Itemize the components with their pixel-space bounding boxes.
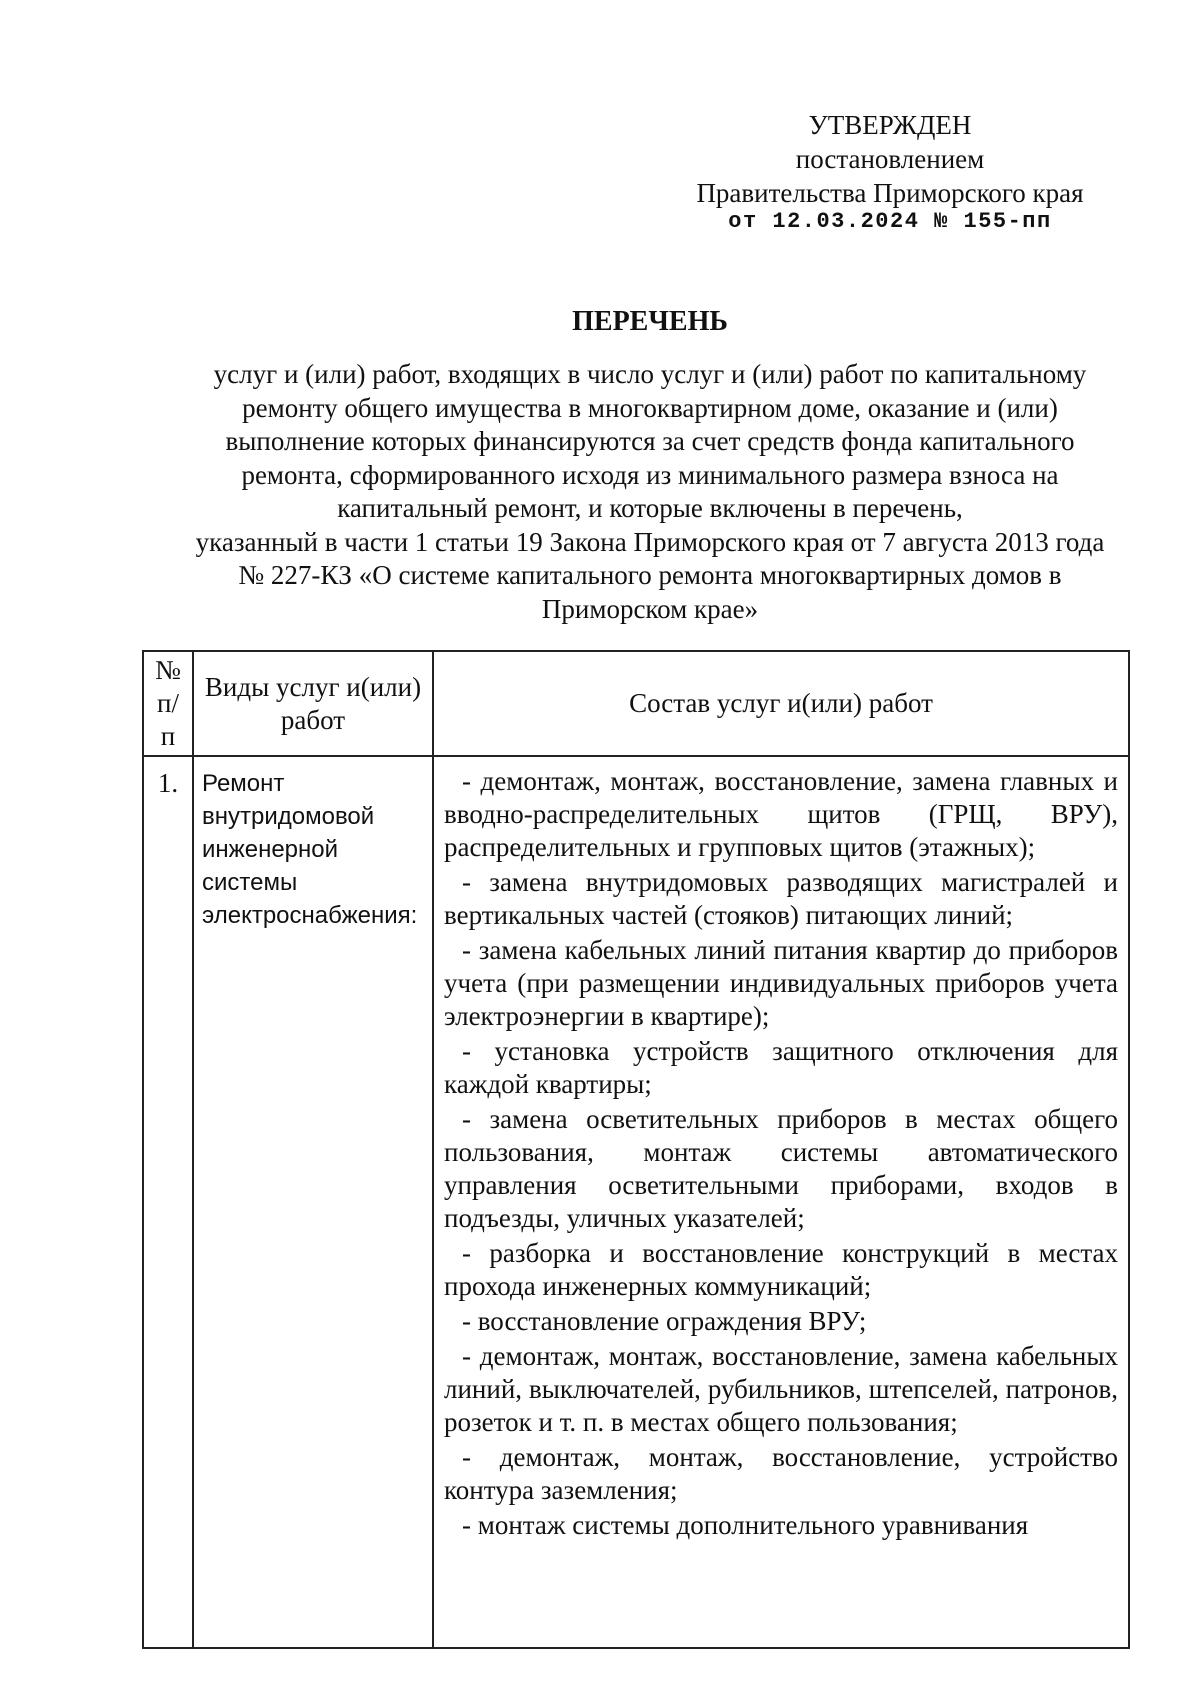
header-composition: Состав услуг и(или) работ <box>433 651 1129 756</box>
composition-item: - демонтаж, монтаж, восстановление, устройство контура заземления; <box>444 1442 1118 1505</box>
approval-block <box>690 108 1090 234</box>
subtitle-line: указанный в части 1 статьи 19 Закона Приморского края от 7 августа 2013 года <box>195 526 1105 557</box>
composition-item: - разборка и восстановление конструкций в местах прохода инженерных коммуникаций; <box>444 1238 1118 1301</box>
composition-item: - замена кабельных линий питания квартир до приборов учета (при размещении индивидуальных приборов учета электроэнергии в квартире); <box>444 935 1118 1031</box>
subtitle-line: ремонту общего имущества в многоквартирном доме, оказание и (или) <box>242 392 1058 423</box>
composition-item: - демонтаж, монтаж, восстановление, замена кабельных линий, выключателей, рубильников, штепселей, патронов, розеток и т. п. в местах общего пользования; <box>444 1341 1118 1437</box>
subtitle-line: услуг и (или) работ, входящих в число услуг и (или) работ по капитальному <box>213 359 1087 389</box>
row-service-type: Ремонт внутридомовой инженерной системы электроснабжения: <box>193 756 433 1648</box>
composition-item: - установка устройств защитного отключения для каждой квартиры; <box>444 1036 1118 1099</box>
row-composition <box>433 756 1129 1648</box>
composition-item: - замена осветительных приборов в местах общего пользования, монтаж системы автоматического управления осветительными приборами, входов в подъезды, уличных указателей; <box>444 1104 1118 1233</box>
subtitle-line: капитальный ремонт, и которые включены в перечень, <box>337 493 963 523</box>
table-header-row <box>143 651 1129 756</box>
services-table <box>142 650 1130 1649</box>
composition-item: - монтаж системы дополнительного уравнивания <box>462 1510 1029 1540</box>
composition-item: - замена внутридомовых разводящих магистралей и вертикальных частей (стояков) питающих линий; <box>444 867 1118 930</box>
subtitle-line: Приморском крае» <box>541 593 759 624</box>
approval-line-government: Правительства Приморского края <box>696 178 1084 208</box>
subtitle-line: выполнение которых финансируются за счет средств фонда капитального <box>225 426 1075 456</box>
approval-heading: УТВЕРЖДЕН <box>808 110 972 140</box>
composition-item: - восстановление ограждения ВРУ; <box>462 1306 867 1336</box>
document-subtitle <box>100 358 1200 626</box>
approval-date-number: от 12.03.2024 № 155-пп <box>728 209 1052 234</box>
subtitle-line: № 227-КЗ «О системе капитального ремонта многоквартирных домов в <box>238 560 1062 590</box>
approval-line-resolution: постановлением <box>795 144 985 174</box>
table-row <box>143 756 1129 1648</box>
header-service-type: Виды услуг и(или) работ <box>193 651 433 756</box>
composition-item: - демонтаж, монтаж, восстановление, замена главных и вводно-распределительных щитов (ГРЩ, ВРУ), распределительных и групповых щитов (этажных); <box>444 766 1118 862</box>
document-title: ПЕРЕЧЕНЬ <box>572 306 728 337</box>
header-number: № п/п <box>143 651 193 756</box>
row-number: 1. <box>143 756 193 1648</box>
subtitle-line: ремонта, сформированного исходя из минимального размера взноса на <box>241 459 1059 490</box>
